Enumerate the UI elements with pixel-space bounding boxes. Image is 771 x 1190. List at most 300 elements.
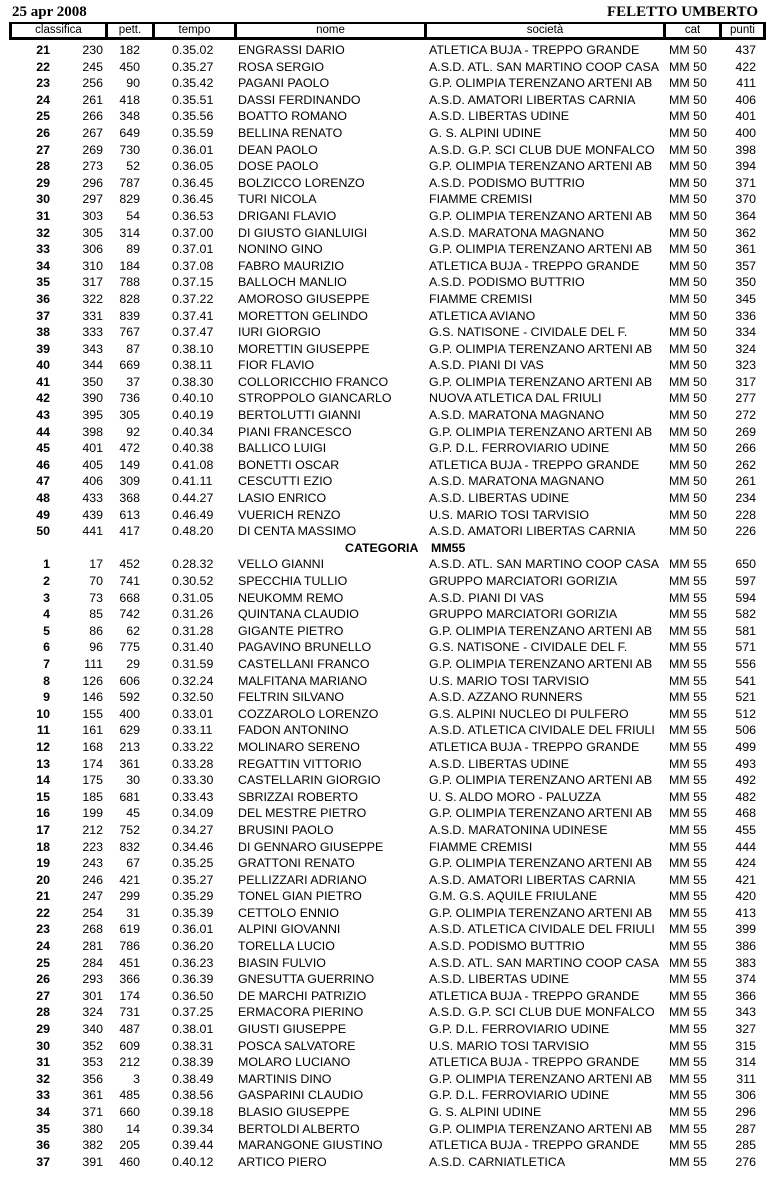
club-name: G.P. OLIMPIA TERENZANO ARTENI AB	[429, 773, 653, 788]
rank: 35	[36, 1121, 50, 1136]
overall-position: 73	[89, 590, 103, 605]
points: 350	[735, 275, 756, 290]
club-name: A.S.D. ATL. SAN MARTINO COOP CASA	[429, 59, 659, 74]
bib-number: 299	[119, 889, 140, 904]
finish-time: 0.36.23	[172, 955, 214, 970]
bib-number: 305	[119, 408, 140, 423]
club-name: A.S.D. LIBERTAS UDINE	[429, 972, 570, 987]
col-header-classifica: classifica	[12, 24, 105, 37]
category: MM 50	[669, 308, 707, 323]
points: 370	[735, 192, 756, 207]
col-header-societa: società	[427, 24, 663, 37]
table-row	[0, 108, 771, 125]
club-name: A.S.D. LIBERTAS UDINE	[429, 756, 570, 771]
finish-time: 0.35.29	[172, 889, 214, 904]
club-name: G.P. OLIMPIA TERENZANO ARTENI AB	[429, 905, 653, 920]
overall-position: 212	[82, 822, 103, 837]
overall-position: 395	[82, 408, 103, 423]
bib-number: 62	[126, 623, 140, 638]
category: MM 55	[669, 1105, 707, 1119]
finish-time: 0.38.31	[172, 1038, 214, 1053]
athlete-name: TORELLA LUCIO	[238, 939, 335, 954]
athlete-name: ALPINI GIOVANNI	[238, 922, 341, 937]
overall-position: 199	[82, 806, 103, 821]
club-name: A.S.D. LIBERTAS UDINE	[429, 491, 570, 506]
table-row	[0, 473, 771, 490]
table-row	[0, 490, 771, 507]
points: 262	[735, 457, 756, 472]
rank: 39	[36, 341, 50, 356]
finish-time: 0.40.12	[172, 1154, 214, 1169]
club-name: G.P. OLIMPIA TERENZANO ARTENI AB	[429, 623, 653, 638]
overall-position: 261	[82, 92, 103, 107]
column-header-bar	[9, 22, 766, 40]
finish-time: 0.37.15	[172, 275, 214, 290]
rank: 19	[36, 856, 50, 871]
athlete-name: CASTELLARIN GIORGIO	[238, 773, 381, 788]
athlete-name: CASTELLANI FRANCO	[238, 656, 370, 671]
finish-time: 0.35.56	[172, 109, 214, 124]
club-name: FIAMME CREMISI	[429, 291, 533, 306]
club-name: A.S.D. AZZANO RUNNERS	[429, 690, 583, 705]
table-row	[0, 308, 771, 325]
points: 306	[735, 1088, 756, 1103]
club-name: ATLETICA BUJA - TREPPO GRANDE	[429, 258, 640, 273]
finish-time: 0.31.59	[172, 656, 214, 671]
table-row	[0, 789, 771, 806]
category: MM 50	[669, 358, 707, 373]
finish-time: 0.36.01	[172, 922, 214, 937]
table-row	[0, 341, 771, 358]
points: 364	[735, 208, 756, 223]
club-name: G.M. G.S. AQUILE FRIULANE	[429, 889, 597, 904]
bib-number: 184	[119, 258, 140, 273]
bib-number: 213	[119, 739, 140, 754]
club-name: G.P. OLIMPIA TERENZANO ARTENI AB	[429, 341, 653, 356]
finish-time: 0.39.44	[172, 1138, 214, 1153]
athlete-name: SPECCHIA TULLIO	[238, 574, 348, 588]
points: 581	[735, 623, 756, 638]
finish-time: 0.36.50	[172, 988, 214, 1003]
table-row	[0, 440, 771, 457]
athlete-name: PIANI FRANCESCO	[238, 424, 352, 439]
category: MM 55	[669, 1138, 707, 1153]
finish-time: 0.33.11	[172, 723, 213, 738]
club-name: G.P. D.L. FERROVIARIO UDINE	[429, 1088, 610, 1103]
category: MM 55	[669, 789, 707, 804]
rank: 26	[36, 125, 50, 140]
points: 468	[735, 806, 756, 821]
rank: 34	[36, 1105, 50, 1119]
points: 556	[735, 656, 756, 671]
rank: 30	[36, 1038, 50, 1053]
rank: 22	[36, 59, 50, 74]
overall-position: 405	[82, 457, 103, 472]
points: 261	[735, 474, 756, 489]
overall-position: 230	[82, 43, 103, 57]
col-header-punti: punti	[722, 24, 763, 37]
finish-time: 0.33.01	[172, 706, 214, 721]
overall-position: 371	[82, 1105, 103, 1119]
points: 400	[735, 125, 756, 140]
category: MM 55	[669, 806, 707, 821]
club-name: G.P. OLIMPIA TERENZANO ARTENI AB	[429, 856, 653, 871]
table-row	[0, 457, 771, 474]
category: MM 55	[669, 922, 707, 937]
finish-time: 0.28.32	[172, 557, 214, 572]
athlete-name: MARTINIS DINO	[238, 1071, 332, 1086]
athlete-name: LASIO ENRICO	[238, 491, 327, 506]
table-row	[0, 839, 771, 856]
table-row	[0, 274, 771, 291]
bib-number: 741	[119, 574, 140, 588]
category-label: CATEGORIA	[345, 540, 419, 555]
points: 324	[735, 341, 756, 356]
points: 424	[735, 856, 756, 871]
bib-number: 460	[119, 1154, 140, 1169]
overall-position: 85	[89, 607, 103, 622]
table-row	[0, 225, 771, 242]
category: MM 55	[669, 706, 707, 721]
finish-time: 0.31.26	[172, 607, 214, 622]
finish-time: 0.40.19	[172, 408, 214, 423]
category: MM 50	[669, 424, 707, 439]
finish-time: 0.38.01	[172, 1022, 214, 1037]
club-name: ATLETICA BUJA - TREPPO GRANDE	[429, 43, 640, 57]
bib-number: 606	[119, 673, 140, 688]
club-name: U.S. MARIO TOSI TARVISIO	[429, 673, 589, 688]
category: MM 55	[669, 739, 707, 754]
bib-number: 452	[119, 557, 140, 572]
overall-position: 256	[82, 76, 103, 91]
bib-number: 348	[119, 109, 140, 124]
bib-number: 90	[126, 76, 140, 91]
points: 228	[735, 507, 756, 522]
category: MM 55	[669, 1071, 707, 1086]
bib-number: 669	[119, 358, 140, 373]
points: 383	[735, 955, 756, 970]
table-row	[0, 1021, 771, 1038]
club-name: G.P. OLIMPIA TERENZANO ARTENI AB	[429, 1071, 653, 1086]
finish-time: 0.41.11	[172, 474, 213, 489]
finish-time: 0.31.05	[172, 590, 214, 605]
club-name: FIAMME CREMISI	[429, 192, 533, 207]
club-name: G.P. OLIMPIA TERENZANO ARTENI AB	[429, 159, 653, 174]
finish-time: 0.34.27	[172, 822, 214, 837]
category: MM 55	[669, 905, 707, 920]
bib-number: 309	[119, 474, 140, 489]
points: 366	[735, 988, 756, 1003]
club-name: A.S.D. PODISMO BUTTRIO	[429, 939, 585, 954]
rank: 43	[36, 408, 50, 423]
finish-time: 0.31.28	[172, 623, 214, 638]
table-row	[0, 971, 771, 988]
table-row	[0, 573, 771, 590]
club-name: A.S.D. G.P. SCI CLUB DUE MONFALCO	[429, 142, 655, 157]
bib-number: 87	[126, 341, 140, 356]
rank: 31	[36, 208, 50, 223]
rank: 45	[36, 441, 50, 456]
club-name: A.S.D. AMATORI LIBERTAS CARNIA	[429, 524, 636, 539]
overall-position: 266	[82, 109, 103, 124]
athlete-name: BIASIN FULVIO	[238, 955, 326, 970]
category: MM 55	[669, 640, 707, 655]
category: MM 55	[669, 1154, 707, 1169]
category: MM 55	[669, 557, 707, 572]
points: 394	[735, 159, 756, 174]
athlete-name: MARANGONE GIUSTINO	[238, 1138, 383, 1153]
points: 437	[735, 43, 756, 57]
rank: 24	[36, 92, 50, 107]
rank: 40	[36, 358, 50, 373]
athlete-name: CETTOLO ENNIO	[238, 905, 339, 920]
col-header-cat: cat	[666, 24, 719, 37]
club-name: G. S. ALPINI UDINE	[429, 1105, 542, 1119]
rank: 38	[36, 325, 50, 340]
rank: 33	[36, 1088, 50, 1103]
category: MM 50	[669, 291, 707, 306]
table-row	[0, 357, 771, 374]
club-name: NUOVA ATLETICA DAL FRIULI	[429, 391, 602, 406]
category: MM 50	[669, 507, 707, 522]
overall-position: 350	[82, 374, 103, 389]
category: MM 55	[669, 839, 707, 854]
table-row	[0, 656, 771, 673]
athlete-name: COLLORICCHIO FRANCO	[238, 374, 389, 389]
club-name: G.P. OLIMPIA TERENZANO ARTENI AB	[429, 656, 653, 671]
points: 362	[735, 225, 756, 240]
overall-position: 185	[82, 789, 103, 804]
club-name: A.S.D. CARNIATLETICA	[429, 1154, 566, 1169]
points: 323	[735, 358, 756, 373]
club-name: A.S.D. G.P. SCI CLUB DUE MONFALCO	[429, 1005, 655, 1020]
overall-position: 356	[82, 1071, 103, 1086]
overall-position: 331	[82, 308, 103, 323]
rank: 23	[36, 76, 50, 91]
rank: 48	[36, 491, 50, 506]
points: 371	[735, 175, 756, 190]
category: MM 50	[669, 341, 707, 356]
overall-position: 353	[82, 1055, 103, 1070]
table-row	[0, 125, 771, 142]
overall-position: 344	[82, 358, 103, 373]
table-row	[0, 639, 771, 656]
overall-position: 245	[82, 59, 103, 74]
overall-position: 441	[82, 524, 103, 539]
overall-position: 382	[82, 1138, 103, 1153]
table-row	[0, 142, 771, 159]
table-row	[0, 905, 771, 922]
finish-time: 0.38.49	[172, 1071, 214, 1086]
points: 296	[735, 1105, 756, 1119]
bib-number: 52	[126, 159, 140, 174]
bib-number: 668	[119, 590, 140, 605]
rank: 6	[43, 640, 50, 655]
athlete-name: GRATTONI RENATO	[238, 856, 355, 871]
bib-number: 609	[119, 1038, 140, 1053]
bib-number: 828	[119, 291, 140, 306]
club-name: A.S.D. ATLETICA CIVIDALE DEL FRIULI	[429, 922, 655, 937]
athlete-name: MOLINARO SERENO	[238, 739, 360, 754]
bib-number: 619	[119, 922, 140, 937]
finish-time: 0.41.08	[172, 457, 214, 472]
finish-time: 0.35.25	[172, 856, 214, 871]
race-location: FELETTO UMBERTO	[606, 4, 758, 20]
category: MM 50	[669, 374, 707, 389]
rank: 26	[36, 972, 50, 987]
bib-number: 89	[126, 242, 140, 257]
overall-position: 17	[89, 557, 103, 572]
bib-number: 54	[126, 208, 140, 223]
bib-number: 182	[119, 43, 140, 57]
category: MM 55	[669, 590, 707, 605]
points: 571	[735, 640, 756, 655]
rank: 1	[43, 557, 50, 572]
category: MM 55	[669, 889, 707, 904]
category: MM 55	[669, 623, 707, 638]
table-row	[0, 1071, 771, 1088]
finish-time: 0.32.24	[172, 673, 214, 688]
category: MM 50	[669, 192, 707, 207]
overall-position: 269	[82, 142, 103, 157]
bib-number: 681	[119, 789, 140, 804]
finish-time: 0.36.45	[172, 175, 214, 190]
table-row	[0, 92, 771, 109]
rank: 25	[36, 955, 50, 970]
club-name: G.P. OLIMPIA TERENZANO ARTENI AB	[429, 374, 653, 389]
club-name: A.S.D. AMATORI LIBERTAS CARNIA	[429, 92, 636, 107]
category-value: MM55	[431, 540, 466, 555]
overall-position: 390	[82, 391, 103, 406]
category-heading	[0, 540, 771, 557]
club-name: ATLETICA BUJA - TREPPO GRANDE	[429, 457, 640, 472]
bib-number: 421	[119, 872, 140, 887]
table-row	[0, 689, 771, 706]
table-row	[0, 1154, 771, 1171]
points: 317	[735, 374, 756, 389]
club-name: GRUPPO MARCIATORI GORIZIA	[429, 607, 618, 622]
points: 541	[735, 673, 756, 688]
bib-number: 487	[119, 1022, 140, 1037]
overall-position: 155	[82, 706, 103, 721]
points: 444	[735, 839, 756, 854]
athlete-name: NEUKOMM REMO	[238, 590, 344, 605]
athlete-name: DE MARCHI PATRIZIO	[238, 988, 367, 1003]
col-header-nome: nome	[237, 24, 424, 37]
finish-time: 0.38.56	[172, 1088, 214, 1103]
points: 413	[735, 905, 756, 920]
club-name: GRUPPO MARCIATORI GORIZIA	[429, 574, 618, 588]
athlete-name: FELTRIN SILVANO	[238, 690, 345, 705]
rank: 18	[36, 839, 50, 854]
table-row	[0, 1137, 771, 1154]
club-name: G.P. OLIMPIA TERENZANO ARTENI AB	[429, 424, 653, 439]
athlete-name: TURI NICOLA	[238, 192, 317, 207]
points: 336	[735, 308, 756, 323]
table-row	[0, 739, 771, 756]
overall-position: 175	[82, 773, 103, 788]
points: 492	[735, 773, 756, 788]
bib-number: 30	[126, 773, 140, 788]
category: MM 50	[669, 175, 707, 190]
finish-time: 0.46.49	[172, 507, 214, 522]
finish-time: 0.39.34	[172, 1121, 214, 1136]
bib-number: 788	[119, 275, 140, 290]
rank: 31	[36, 1055, 50, 1070]
club-name: ATLETICA BUJA - TREPPO GRANDE	[429, 1055, 640, 1070]
overall-position: 243	[82, 856, 103, 871]
club-name: A.S.D. ATL. SAN MARTINO COOP CASA	[429, 955, 659, 970]
bib-number: 839	[119, 308, 140, 323]
overall-position: 284	[82, 955, 103, 970]
athlete-name: AMOROSO GIUSEPPE	[238, 291, 370, 306]
rank: 12	[36, 739, 50, 754]
athlete-name: FIOR FLAVIO	[238, 358, 315, 373]
category: MM 50	[669, 159, 707, 174]
points: 345	[735, 291, 756, 306]
points: 386	[735, 939, 756, 954]
points: 276	[735, 1154, 756, 1169]
club-name: A.S.D. ATL. SAN MARTINO COOP CASA	[429, 557, 659, 572]
athlete-name: BONETTI OSCAR	[238, 457, 340, 472]
overall-position: 380	[82, 1121, 103, 1136]
rank: 36	[36, 1138, 50, 1153]
bib-number: 660	[119, 1105, 140, 1119]
table-row	[0, 1121, 771, 1138]
finish-time: 0.33.22	[172, 739, 214, 754]
table-row	[0, 921, 771, 938]
athlete-name: GNESUTTA GUERRINO	[238, 972, 375, 987]
athlete-name: QUINTANA CLAUDIO	[238, 607, 359, 622]
athlete-name: MORETTIN GIUSEPPE	[238, 341, 370, 356]
category: MM 50	[669, 43, 707, 57]
category: MM 50	[669, 242, 707, 257]
finish-time: 0.34.46	[172, 839, 214, 854]
category: MM 55	[669, 1055, 707, 1070]
points: 597	[735, 574, 756, 588]
athlete-name: GASPARINI CLAUDIO	[238, 1088, 364, 1103]
finish-time: 0.36.53	[172, 208, 214, 223]
overall-position: 281	[82, 939, 103, 954]
category: MM 50	[669, 441, 707, 456]
category: MM 55	[669, 1022, 707, 1037]
table-row	[0, 507, 771, 524]
club-name: A.S.D. PODISMO BUTTRIO	[429, 275, 585, 290]
overall-position: 439	[82, 507, 103, 522]
points: 455	[735, 822, 756, 837]
overall-position: 401	[82, 441, 103, 456]
points: 266	[735, 441, 756, 456]
rank: 17	[36, 822, 50, 837]
points: 327	[735, 1022, 756, 1037]
bib-number: 786	[119, 939, 140, 954]
rank: 14	[36, 773, 50, 788]
rank: 29	[36, 1022, 50, 1037]
bib-number: 14	[126, 1121, 140, 1136]
rank: 2	[43, 574, 50, 588]
athlete-name: BALLOCH MANLIO	[238, 275, 347, 290]
bib-number: 37	[126, 374, 140, 389]
points: 398	[735, 142, 756, 157]
overall-position: 297	[82, 192, 103, 207]
overall-position: 333	[82, 325, 103, 340]
bib-number: 736	[119, 391, 140, 406]
overall-position: 391	[82, 1154, 103, 1169]
athlete-name: MALFITANA MARIANO	[238, 673, 368, 688]
athlete-name: TONEL GIAN PIETRO	[238, 889, 362, 904]
table-row	[0, 324, 771, 341]
rank: 11	[36, 723, 50, 738]
